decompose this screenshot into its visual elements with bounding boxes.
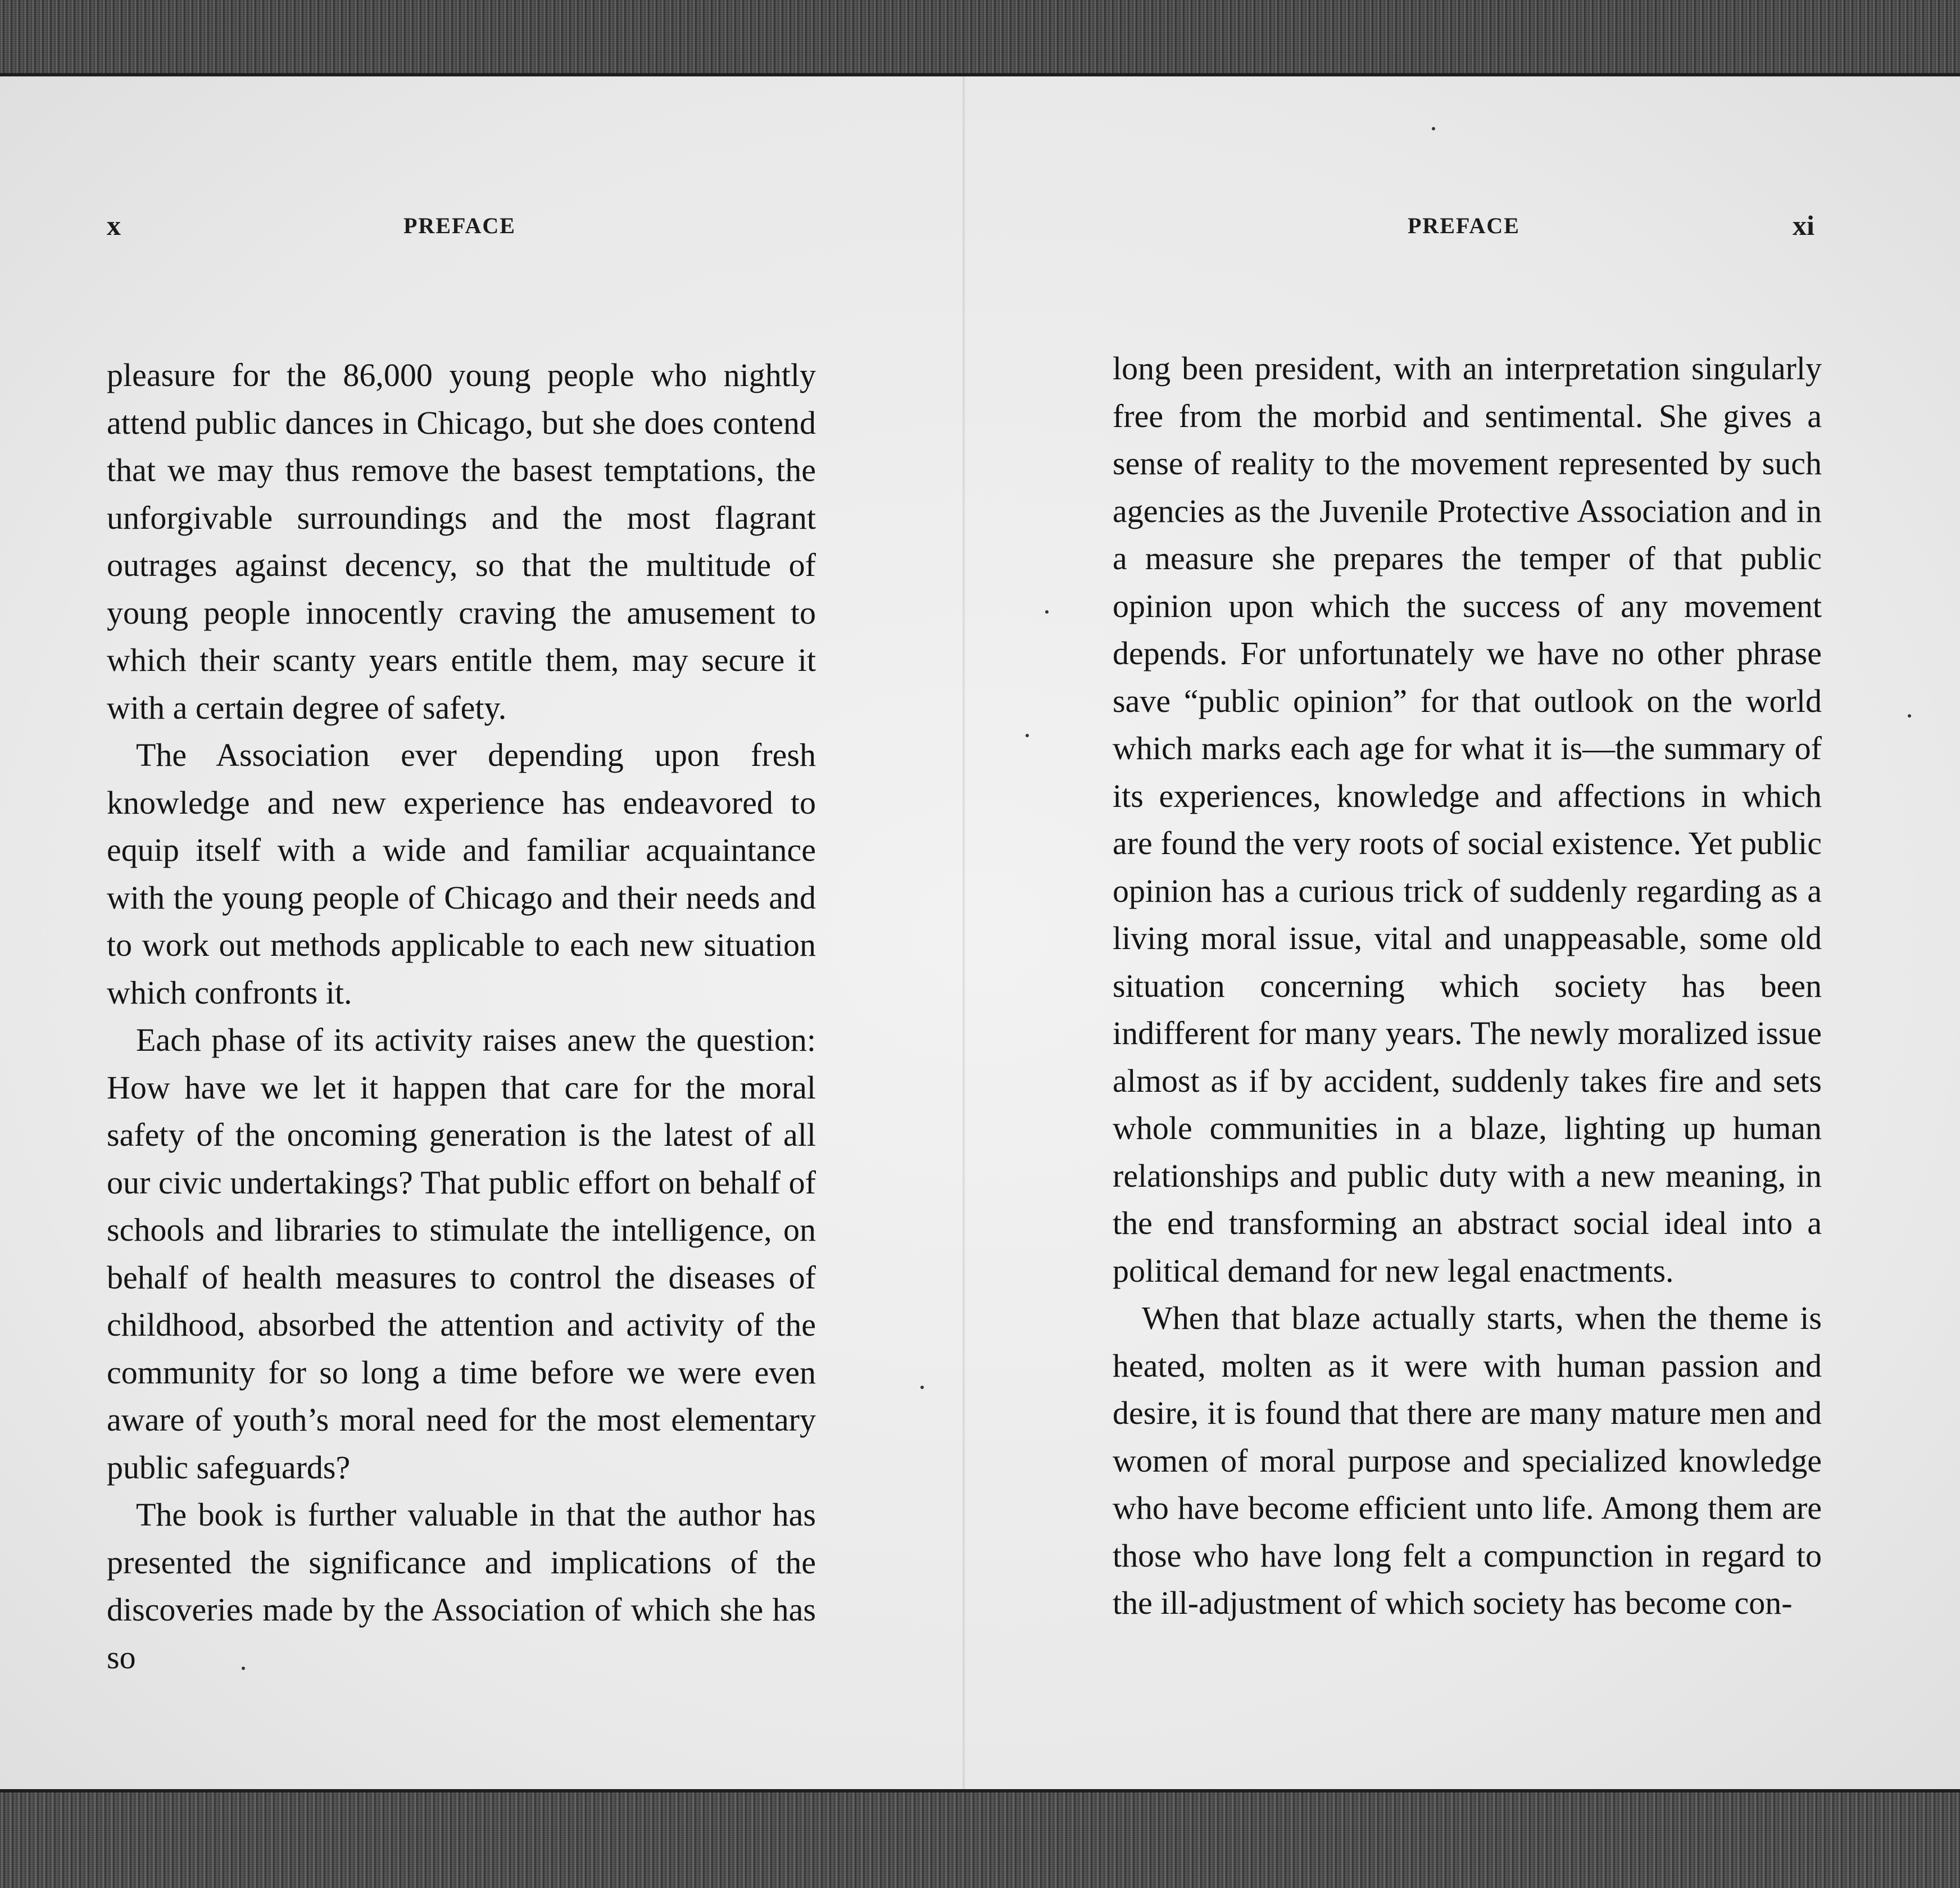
scan-speck <box>242 1667 245 1670</box>
scan-speck <box>1432 127 1435 130</box>
scan-speck <box>920 1386 924 1389</box>
book-gutter <box>962 76 965 1789</box>
book-spread <box>0 73 1960 1792</box>
paragraph: Each phase of its activity raises anew the question: How have we let it happen that care for the moral safety of the oncoming generation is the latest of all our civic undertakings? That public effort on behalf of schools and libraries to stimulate the intelligence, on behalf of health measures to control the diseases of childhood, absorbed the attention and activity of the community for so long a time before we were even aware of youth’s moral need for the most elementary public safeguards? <box>107 1022 816 1486</box>
page-number: x <box>107 210 121 241</box>
right-page-body <box>1113 345 1822 1627</box>
scan-speck <box>1908 714 1911 718</box>
paragraph: When that blaze actually starts, when the theme is heated, molten as it were with human passion and desire, it is found that there are many mature men and women of moral purpose and specialized knowledge who have become efficient unto life. Among them are those who have long felt a compunction in regard to the ill-adjustment of which society has become con- <box>1113 1300 1822 1621</box>
paragraph: long been president, with an interpretation singularly free from the morbid and sentimental. She gives a sense of reality to the movement represented by such agencies as the Juvenile Protective Association and in a measure she prepares the temper of that public opinion upon which the success of any movement depends. For unfortunately we have no other phrase save “public opinion” for that outlook on the world which marks each age for what it is—the summary of its experiences, knowledge and affections in which are found the very roots of social existence. Yet public opinion has a curious trick of suddenly regarding as a living moral issue, vital and unappeasable, some old situation concerning which society has been indifferent for many years. The newly moralized issue almost as if by accident, suddenly takes fire and sets whole communities in a blaze, lighting up human relationships and public duty with a new meaning, in the end transforming an abstract social ideal into a political demand for new legal enactments. <box>1113 350 1822 1289</box>
right-running-head <box>967 208 1960 242</box>
left-running-head <box>0 208 961 242</box>
left-page-body <box>107 352 816 1681</box>
scan-speck <box>1045 610 1049 614</box>
left-page <box>0 76 961 1789</box>
scan-speck <box>1026 734 1029 737</box>
paragraph: pleasure for the 86,000 young people who nightly attend public dances in Chicago, but she does contend that we may thus remove the basest temptations, the unforgivable surroundings and the most flagrant outrages against decency, so that the multitude of young people innocently craving the amusement to which their scanty years entitle them, may secure it with a certain degree of safety. <box>107 357 816 726</box>
page-number: xi <box>1793 210 1814 241</box>
paragraph: The book is further valuable in that the author has presented the significance and implications of the discoveries made by the Association of which she has so <box>107 1496 816 1676</box>
scan-border-bottom <box>0 1781 1960 1888</box>
scan-border-top <box>0 0 1960 79</box>
paragraph: The Association ever depending upon fresh knowledge and new experience has endeavored to equip itself with a wide and familiar acquaintance with the young people of Chicago and their needs and to work out methods applicable to each new situation which confronts it. <box>107 737 816 1011</box>
right-page <box>967 76 1960 1789</box>
running-head-title: PREFACE <box>403 213 516 238</box>
running-head-title: PREFACE <box>1408 213 1520 238</box>
